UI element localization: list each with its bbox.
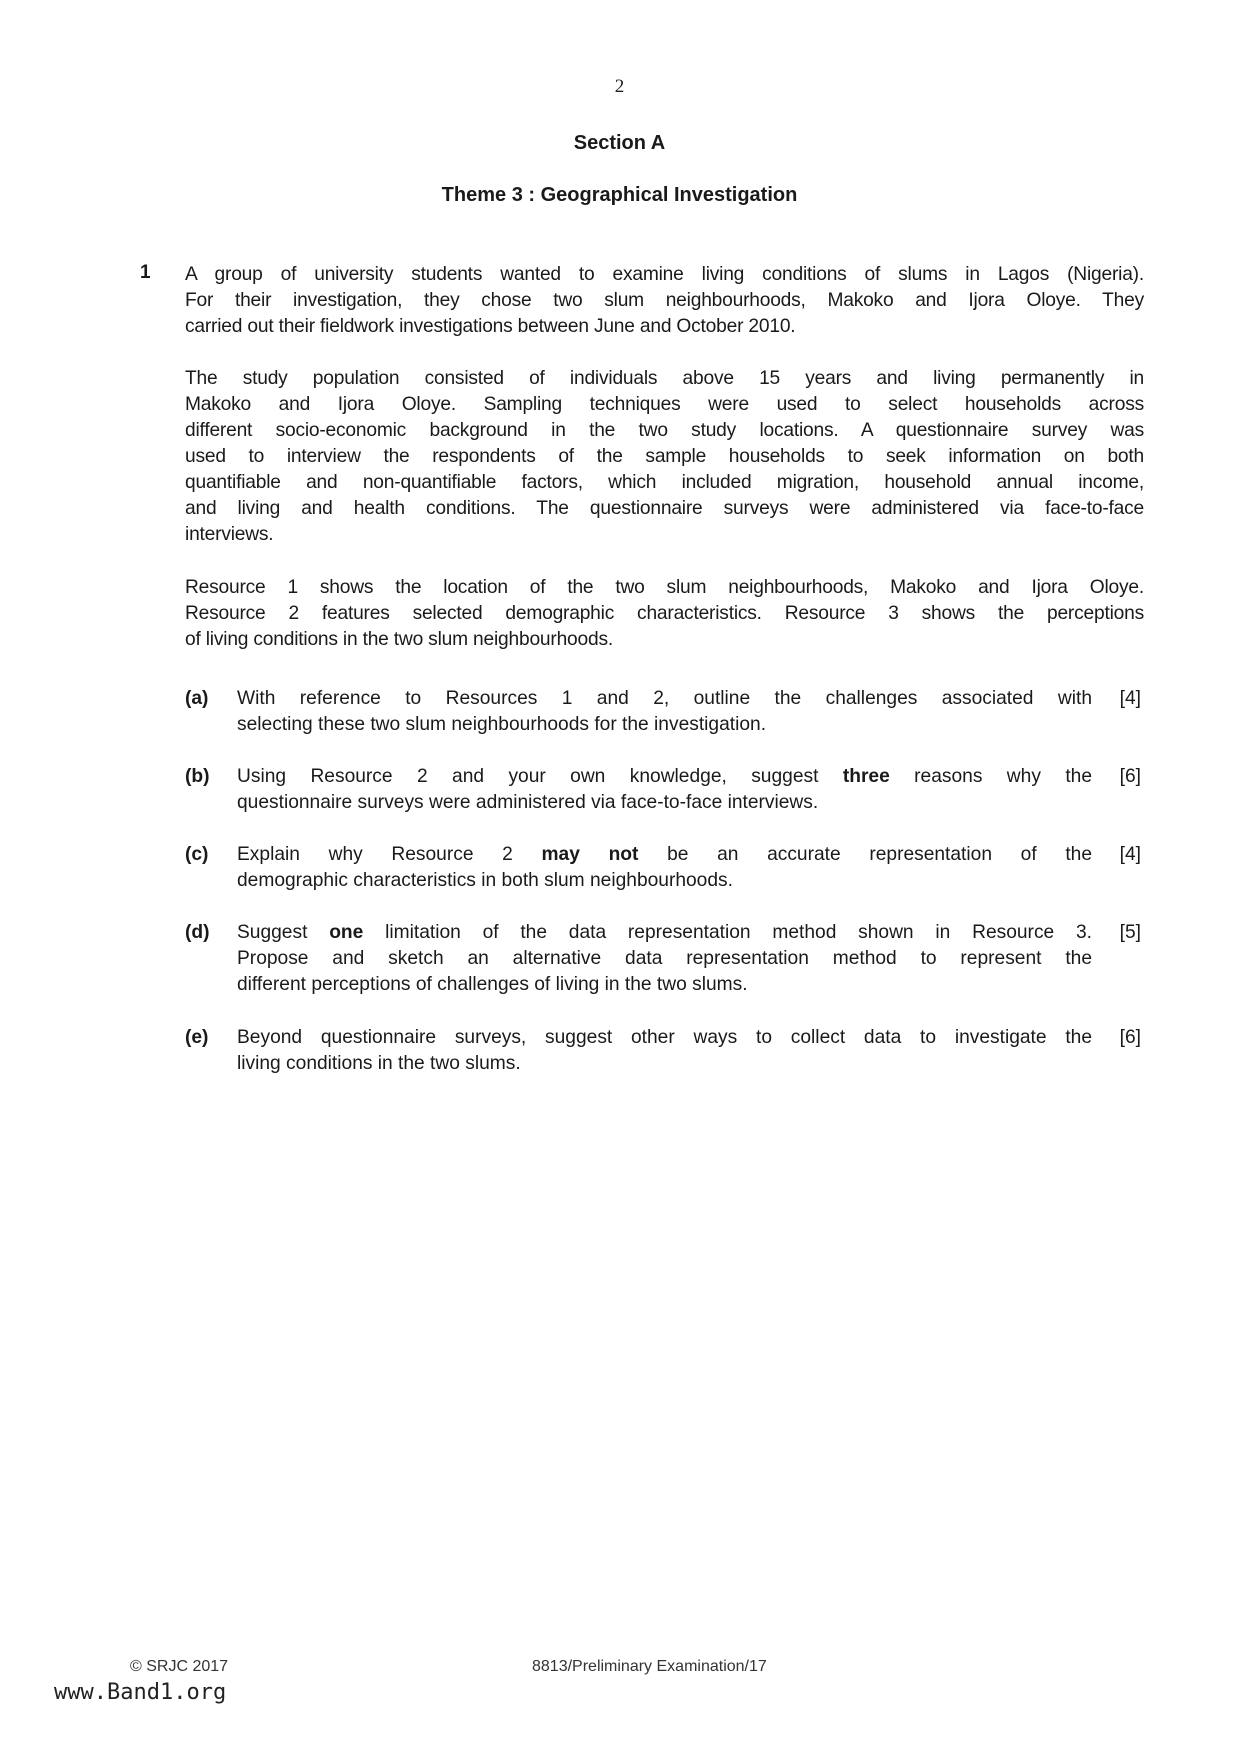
text-line: A group of university students wanted to examine living conditions of slums in Lagos (Nigeria). (185, 264, 1144, 285)
marks-badge: [6] (1119, 766, 1141, 787)
text-segment: reasons why the (889, 766, 1092, 787)
text-line (237, 842, 1092, 868)
text-segment: questionnaire surveys were administered via face-to-face interviews. (237, 792, 819, 813)
text-line: The study population consisted of individuals above 15 years and living permanently in (185, 368, 1144, 389)
emphasis-text: may not (541, 844, 639, 865)
text-line: and living and health conditions. The questionnaire surveys were administered via face-to-face (185, 498, 1144, 519)
text-segment: living conditions in the two slums. (237, 1053, 521, 1074)
marks-badge: [5] (1119, 922, 1141, 943)
part-label: (c) (185, 844, 209, 865)
part-label: (e) (185, 1027, 209, 1048)
text-line: For their investigation, they chose two slum neighbourhoods, Makoko and Ijora Oloye. They (185, 290, 1144, 311)
text-segment: be an accurate representation of the (638, 844, 1092, 865)
footer-exam-code: 8813/Preliminary Examination/17 (532, 1658, 767, 1675)
text-line (237, 1025, 1092, 1051)
text-segment: demographic characteristics in both slum neighbourhoods. (237, 870, 733, 891)
marks-badge: [4] (1119, 688, 1141, 709)
part-text (237, 1025, 1092, 1077)
watermark: www.Band1.org (54, 1680, 227, 1705)
text-line (237, 868, 1092, 894)
text-line (237, 920, 1092, 946)
text-segment: Beyond questionnaire surveys, suggest other ways to collect data to investigate the (237, 1027, 1092, 1048)
text-line (237, 764, 1092, 790)
text-line: of living conditions in the two slum neighbourhoods. (185, 629, 613, 650)
question-number: 1 (140, 262, 151, 283)
text-line: different socio-economic background in the two study locations. A questionnaire survey was (185, 420, 1144, 441)
text-segment: different perceptions of challenges of living in the two slums. (237, 974, 748, 995)
text-segment: Explain why Resource 2 (237, 844, 542, 865)
text-line: Makoko and Ijora Oloye. Sampling techniques were used to select households across (185, 394, 1144, 415)
emphasis-text: three (842, 766, 890, 787)
text-line: Resource 2 features selected demographic characteristics. Resource 3 shows the perceptions (185, 603, 1144, 624)
part-text (237, 842, 1092, 894)
text-line (237, 946, 1092, 972)
page-number: 2 (614, 76, 625, 97)
intro-paragraph-1 (185, 262, 1144, 340)
part-text (237, 920, 1092, 998)
text-line (237, 686, 1092, 712)
text-line: interviews. (185, 524, 274, 545)
text-segment: With reference to Resources 1 and 2, outline the challenges associated with (237, 688, 1092, 709)
part-text (237, 686, 1092, 738)
emphasis-text: one (329, 922, 364, 943)
part-label: (a) (185, 688, 209, 709)
intro-paragraph-2 (185, 366, 1144, 548)
marks-badge: [6] (1119, 1027, 1141, 1048)
text-line (237, 972, 1092, 998)
marks-badge: [4] (1119, 844, 1141, 865)
text-segment: Propose and sketch an alternative data representation method to represent the (237, 948, 1092, 969)
part-label: (d) (185, 922, 210, 943)
text-line: quantifiable and non-quantifiable factors, which included migration, household annual income, (185, 472, 1144, 493)
text-line (237, 712, 1092, 738)
text-segment: Using Resource 2 and your own knowledge, suggest (237, 766, 843, 787)
text-line: Resource 1 shows the location of the two slum neighbourhoods, Makoko and Ijora Oloye. (185, 577, 1144, 598)
footer-copyright: © SRJC 2017 (130, 1658, 229, 1675)
text-line (237, 790, 1092, 816)
part-text (237, 764, 1092, 816)
text-line: carried out their fieldwork investigations between June and October 2010. (185, 316, 796, 337)
part-label: (b) (185, 766, 210, 787)
theme-title: Theme 3 : Geographical Investigation (441, 184, 798, 206)
section-title: Section A (573, 132, 666, 154)
text-segment: limitation of the data representation method shown in Resource 3. (363, 922, 1092, 943)
text-segment: selecting these two slum neighbourhoods for the investigation. (237, 714, 767, 735)
intro-paragraph-3 (185, 575, 1144, 653)
text-line (237, 1051, 1092, 1077)
text-line: used to interview the respondents of the sample households to seek information on both (185, 446, 1144, 467)
text-segment: Suggest (237, 922, 330, 943)
